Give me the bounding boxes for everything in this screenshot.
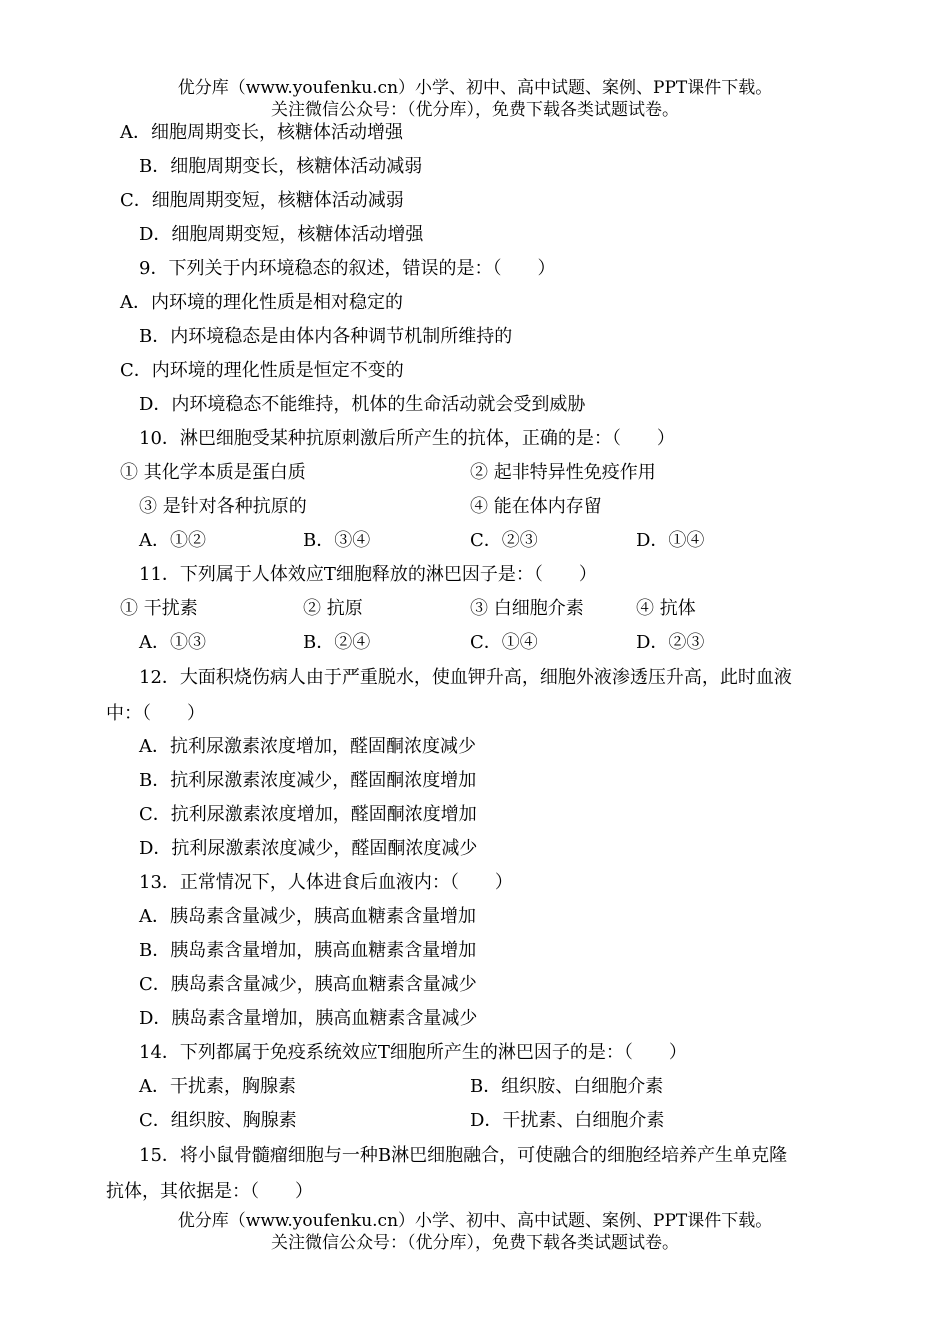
q10-stem: 10．淋巴细胞受某种抗原刺激后所产生的抗体，正确的是：（ ） [139, 428, 675, 449]
q12-option-a: A．抗利尿激素浓度增加，醛固酮浓度减少 [139, 736, 476, 757]
q14-stem: 14．下列都属于免疫系统效应T细胞所产生的淋巴因子的是：（ ） [139, 1042, 687, 1063]
q15-stem-line-2: 抗体，其依据是：（ ） [106, 1181, 313, 1202]
footer-line-2: 关注微信公众号：（优分库），免费下载各类试题试卷。 [271, 1233, 679, 1253]
q11-statement-1: ① 干扰素 [120, 598, 198, 619]
q10-option-a: A．①② [139, 530, 206, 551]
q13-stem: 13．正常情况下，人体进食后血液内：（ ） [139, 872, 513, 893]
q12-option-c: C．抗利尿激素浓度增加，醛固酮浓度增加 [139, 804, 477, 825]
q8-option-c: C．细胞周期变短，核糖体活动减弱 [120, 190, 404, 211]
q14-option-b: B．组织胺、白细胞介素 [470, 1076, 664, 1097]
q11-option-a: A．①③ [139, 632, 206, 653]
q11-stem: 11．下列属于人体效应T细胞释放的淋巴因子是：（ ） [139, 564, 597, 585]
q14-option-a: A．干扰素，胸腺素 [139, 1076, 296, 1097]
q9-option-b: B．内环境稳态是由体内各种调节机制所维持的 [139, 326, 513, 347]
q11-option-c: C．①④ [470, 632, 538, 653]
q12-option-b: B．抗利尿激素浓度减少，醛固酮浓度增加 [139, 770, 477, 791]
q9-stem: 9．下列关于内环境稳态的叙述，错误的是：（ ） [139, 258, 556, 279]
q11-option-b: B．②④ [303, 632, 371, 653]
q8-option-b: B．细胞周期变长，核糖体活动减弱 [139, 156, 423, 177]
q11-option-d: D．②③ [636, 632, 705, 653]
q15-stem-line-1: 15．将小鼠骨髓瘤细胞与一种B淋巴细胞融合，可使融合的细胞经培养产生单克隆 [139, 1145, 788, 1166]
q12-stem-line-2: 中：（ ） [106, 703, 205, 724]
q8-option-a: A．细胞周期变长，核糖体活动增强 [120, 122, 403, 143]
q10-statement-1: ① 其化学本质是蛋白质 [120, 462, 306, 483]
q14-option-c: C．组织胺、胸腺素 [139, 1110, 297, 1131]
header-line-2: 关注微信公众号：（优分库），免费下载各类试题试卷。 [271, 100, 679, 120]
footer-line-1: 优分库（www.youfenku.cn）小学、初中、高中试题、案例、PPT课件下载。 [177, 1211, 773, 1231]
q10-statement-2: ② 起非特异性免疫作用 [470, 462, 656, 483]
q9-option-c: C．内环境的理化性质是恒定不变的 [120, 360, 404, 381]
q9-option-a: A．内环境的理化性质是相对稳定的 [120, 292, 403, 313]
q10-statement-4: ④ 能在体内存留 [470, 496, 602, 517]
header-line-1: 优分库（www.youfenku.cn）小学、初中、高中试题、案例、PPT课件下载。 [177, 78, 773, 98]
q11-statement-3: ③ 白细胞介素 [470, 598, 584, 619]
q13-option-c: C．胰岛素含量减少，胰高血糖素含量减少 [139, 974, 477, 995]
q10-option-b: B．③④ [303, 530, 371, 551]
q10-statement-3: ③ 是针对各种抗原的 [139, 496, 307, 517]
q11-statement-2: ② 抗原 [303, 598, 363, 619]
q14-option-d: D．干扰素、白细胞介素 [470, 1110, 665, 1131]
q12-stem-line-1: 12．大面积烧伤病人由于严重脱水，使血钾升高，细胞外液渗透压升高，此时血液 [139, 667, 792, 688]
q10-option-c: C．②③ [470, 530, 538, 551]
q13-option-a: A．胰岛素含量减少，胰高血糖素含量增加 [139, 906, 476, 927]
q11-statement-4: ④ 抗体 [636, 598, 696, 619]
q9-option-d: D．内环境稳态不能维持，机体的生命活动就会受到威胁 [139, 394, 586, 415]
q10-option-d: D．①④ [636, 530, 705, 551]
q12-option-d: D．抗利尿激素浓度减少，醛固酮浓度减少 [139, 838, 478, 859]
q13-option-b: B．胰岛素含量增加，胰高血糖素含量增加 [139, 940, 477, 961]
q8-option-d: D．细胞周期变短，核糖体活动增强 [139, 224, 424, 245]
q13-option-d: D．胰岛素含量增加，胰高血糖素含量减少 [139, 1008, 478, 1029]
